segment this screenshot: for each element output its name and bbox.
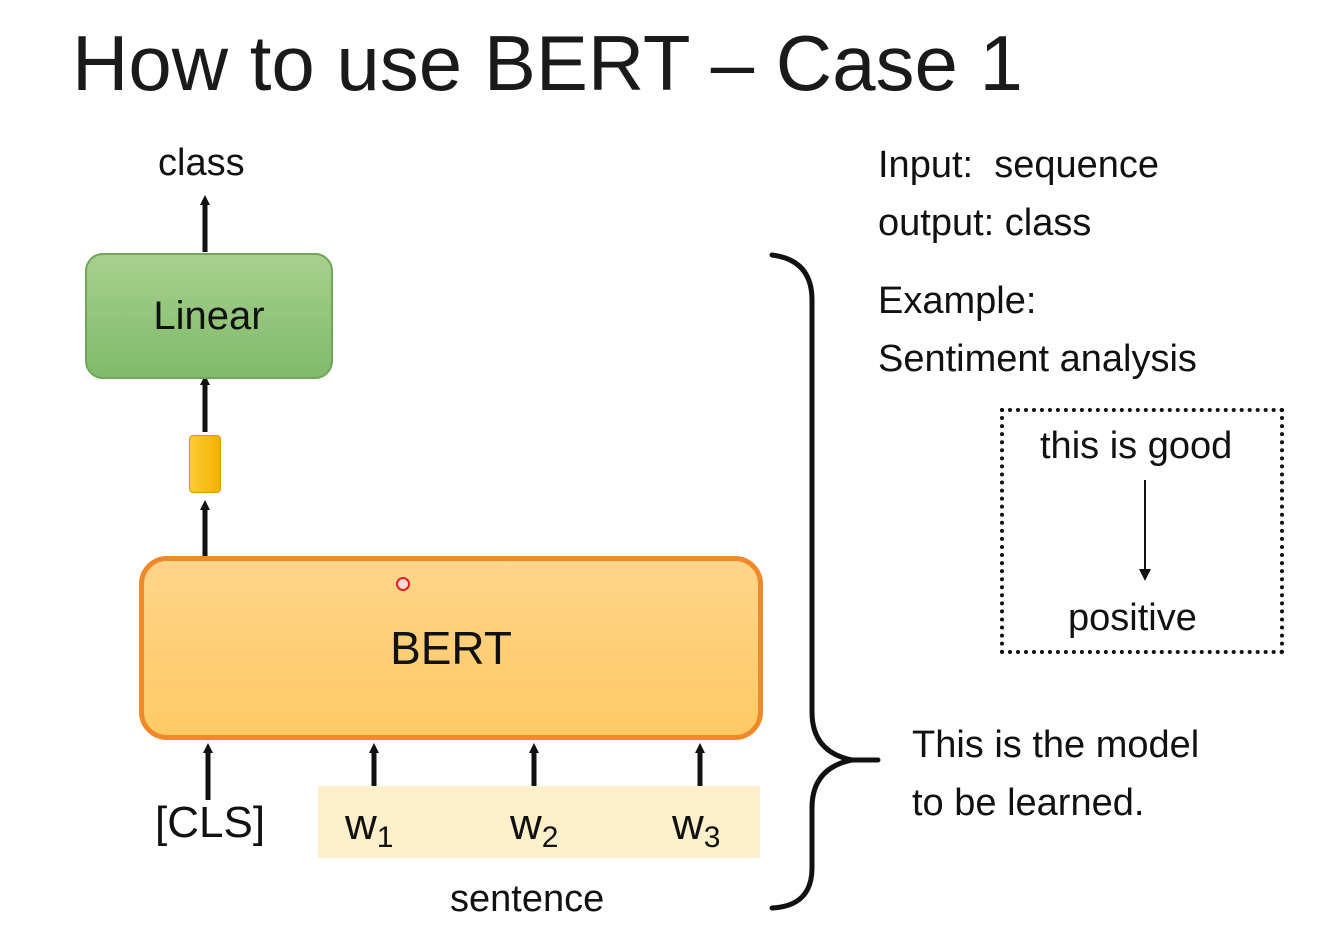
- input-line: Input: sequence: [878, 144, 1159, 186]
- model-line-1: This is the model: [912, 724, 1200, 766]
- cls-output-vector: [189, 435, 221, 493]
- pointer-dot: [396, 577, 410, 591]
- token-cls: [CLS]: [155, 798, 266, 847]
- token-w3: $w_3$: [672, 800, 721, 854]
- example-task: Sentiment analysis: [878, 338, 1197, 380]
- example-heading: Example:: [878, 280, 1037, 322]
- linear-layer-box: [85, 253, 333, 379]
- linear-label: Linear: [153, 293, 265, 338]
- output-line: output: class: [878, 202, 1092, 244]
- model-note: [912, 716, 1199, 832]
- output-class-label: class: [158, 142, 245, 184]
- bert-model-box: [139, 556, 763, 740]
- slide-title: How to use BERT – Case 1: [72, 19, 1023, 107]
- example-description: [878, 272, 1197, 388]
- example-input-text: this is good: [1040, 425, 1233, 467]
- model-line-2: to be learned.: [912, 782, 1145, 824]
- model-brace: [772, 255, 878, 908]
- bert-label: BERT: [390, 622, 512, 674]
- token-w1: $w_1$: [345, 800, 394, 854]
- sentence-label: sentence: [450, 878, 605, 920]
- example-output-text: positive: [1068, 597, 1197, 639]
- io-description: [878, 136, 1159, 252]
- token-w2: $w_2$: [510, 800, 559, 854]
